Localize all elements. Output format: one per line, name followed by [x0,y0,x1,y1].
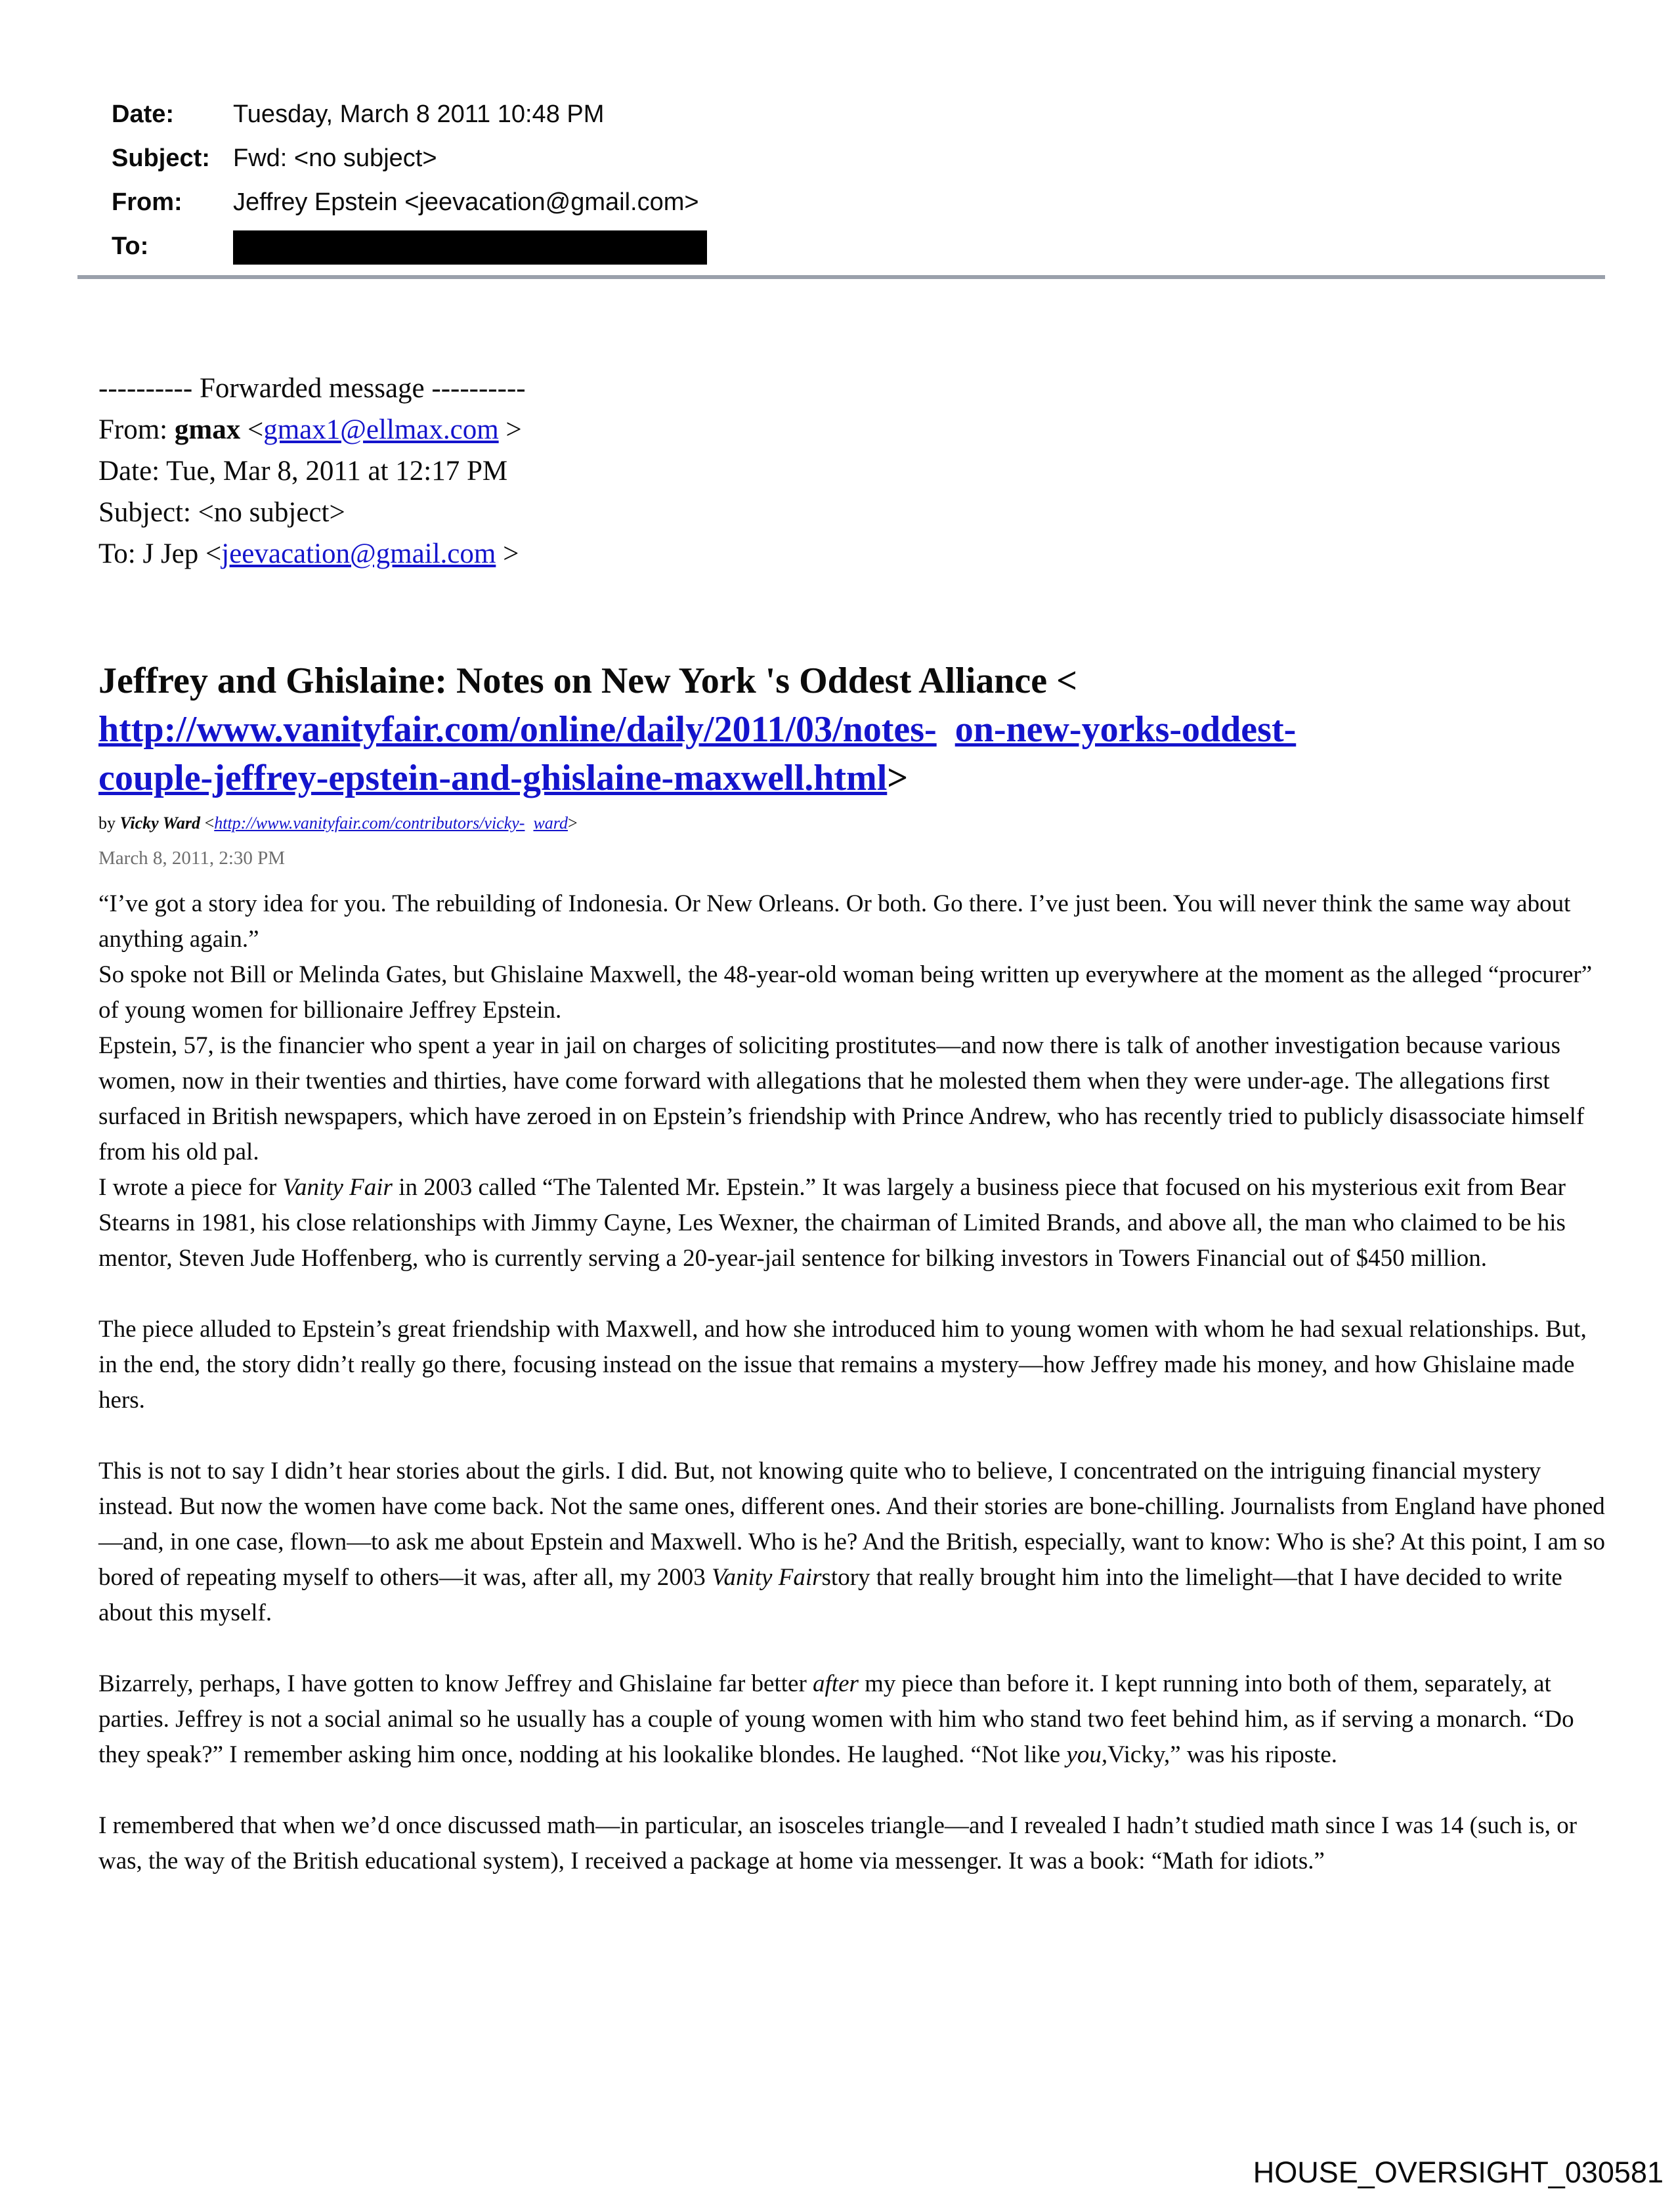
article-paragraph [98,1454,1608,1631]
text-segment: From: [98,414,175,445]
hyperlink[interactable]: gmax1@ellmax.com [263,414,499,445]
text-segment: Vicky Ward [119,813,201,833]
text-segment: > [887,758,909,798]
email-header [112,100,707,280]
text-segment: Jeffrey and Ghislaine: Notes on New York 's Oddest Alliance < [98,661,1078,701]
subject-label: Subject: [112,144,210,172]
text-segment: The piece alluded to Epstein’s great friendship with Maxwell, and how she introduced him to young women with whom he had sexual relationships. But, in the end, the story didn’t really go there, focusing instead on the issue that remains a mystery—how Jeffrey made his money, and how Ghislaine made hers. [98,1316,1587,1414]
text-segment [525,813,533,833]
subject-value: Fwd: <no subject> [233,144,437,172]
text-segment: Epstein, 57, is the financier who spent a year in jail on charges of soliciting prostitutes—and now there is talk of another investigation because various women, now in their twenties and thirties, have come forward with allegations that he molested them when they were under-age. The allegations first surfaced in British newspapers, which have zeroed in on Epstein’s friendship with Prince Andrew, who has recently tried to publicly disassociate himself from his old pal. [98,1032,1585,1165]
article-title-line-2 [98,705,1608,754]
forwarded-to-line [98,533,526,575]
article-paragraph [98,1808,1608,1879]
date-label: Date: [112,100,175,128]
article-title-line-3 [98,754,1608,802]
forwarded-date-line [98,450,526,492]
text-segment: you, [1066,1741,1108,1768]
text-segment: So spoke not Bill or Melinda Gates, but Ghislaine Maxwell, the 48-year-old woman being written up everywhere at the moment as the alleged “procurer” of young women for billionaire Jeffrey Epstein. [98,961,1593,1024]
text-segment [937,709,955,750]
text-segment: by [98,813,120,833]
text-segment: “I’ve got a story idea for you. The rebuilding of Indonesia. Or New Orleans. Or both. Go there. I’ve just been. You will never think the same way about anything again.” [98,890,1571,953]
forwarded-message-header [98,368,526,575]
article-byline [98,812,1608,835]
email-header-row-subject [112,144,707,173]
article-paragraph [98,1312,1608,1418]
text-segment: Vanity Fair [282,1174,393,1201]
forwarded-from-line [98,409,526,450]
text-segment: < [240,414,264,445]
article-title [98,657,1608,802]
redaction-bar [233,230,707,265]
text-segment: > [498,414,522,445]
article [98,657,1608,1879]
from-label: From: [112,188,182,216]
to-label: To: [112,232,149,260]
text-segment: Date: Tue, Mar 8, 2011 at 12:17 PM [98,456,508,487]
header-separator-line [77,275,1605,279]
text-segment: < [200,813,215,833]
text-segment: To: J Jep < [98,538,222,569]
text-segment: Vicky,” was his riposte. [1107,1741,1338,1768]
article-paragraph [98,1028,1608,1170]
article-paragraph [98,886,1608,957]
hyperlink[interactable]: ward [533,813,568,833]
text-segment: gmax [174,414,241,445]
hyperlink[interactable]: jeevacation@gmail.com [221,538,496,569]
text-segment: This is not to say I didn’t hear stories about the girls. I did. But, not knowing quite who to believe, I concentrated on the intriguing financial mystery instead. But now the women have come back. Not the same ones, different ones. And their stories are bone-chilling. Journalists from England have phoned—and, in one case, flown—to ask me about Epstein and Maxwell. Who is he? And the British, especially, want to know: Who is she? At this point, I am so bored of repeating myself to others—it was, after all, my 2003 [98,1458,1605,1591]
article-timestamp: March 8, 2011, 2:30 PM [98,848,286,869]
forwarded-separator-text [98,368,526,409]
text-segment: story that really brought him into the limelight—that I have decided to write about this myself. [98,1564,1562,1626]
text-segment: in 2003 called “The Talented Mr. Epstein.” It was largely a business piece that focused on his mysterious exit from Bear Stearns in 1981, his close relationships with Jimmy Cayne, Les Wexner, the chairman of Limited Brands, and above all, the man who claimed to be his mentor, Steven Jude Hoffenberg, who is currently serving a 20-year-jail sentence for bilking investors in Towers Financial out of $450 million. [98,1174,1566,1272]
hyperlink[interactable]: couple-jeffrey-epstein-and-ghislaine-maxwell.html [98,758,888,798]
bates-number: HOUSE_OVERSIGHT_030581 [1253,2156,1663,2189]
text-segment: Subject: <no subject> [98,497,345,528]
text-segment: after [813,1670,859,1697]
text-segment: ---------- Forwarded message ---------- [98,373,526,404]
hyperlink[interactable]: on-new-yorks-oddest- [955,709,1297,750]
text-segment: > [567,813,578,833]
article-body [98,886,1608,1879]
email-header-row-to [112,232,707,265]
text-segment: > [496,538,519,569]
text-segment: Vanity Fair [712,1564,822,1591]
email-header-row-from [112,188,707,217]
article-paragraph [98,1170,1608,1276]
text-segment: my piece than before it. I kept running into both of them, separately, at parties. Jeffrey is not a social animal so he usually has a couple of young women with him who stand two feet behind him, as if serving a monarch. “Do they speak?” I remember asking him once, nodding at his lookalike blondes. He laughed. “Not like [98,1670,1574,1768]
email-header-row-date [112,100,707,129]
hyperlink[interactable]: http://www.vanityfair.com/online/daily/2011/03/notes- [98,709,937,750]
text-segment: Bizarrely, perhaps, I have gotten to know Jeffrey and Ghislaine far better [98,1670,813,1697]
article-paragraph [98,957,1608,1028]
article-title-line-1 [98,657,1608,705]
date-value: Tuesday, March 8 2011 10:48 PM [233,100,605,128]
from-value: Jeffrey Epstein <jeevacation@gmail.com> [233,188,699,216]
hyperlink[interactable]: http://www.vanityfair.com/contributors/vicky- [214,813,525,833]
article-paragraph [98,1666,1608,1773]
text-segment: I wrote a piece for [98,1174,283,1201]
forwarded-subject-line [98,492,526,533]
text-segment: I remembered that when we’d once discussed math—in particular, an isosceles triangle—and I revealed I hadn’t studied math since I was 14 (such is, or was, the way of the British educational system), I received a package at home via messenger. It was a book: “Math for idiots.” [98,1812,1577,1875]
